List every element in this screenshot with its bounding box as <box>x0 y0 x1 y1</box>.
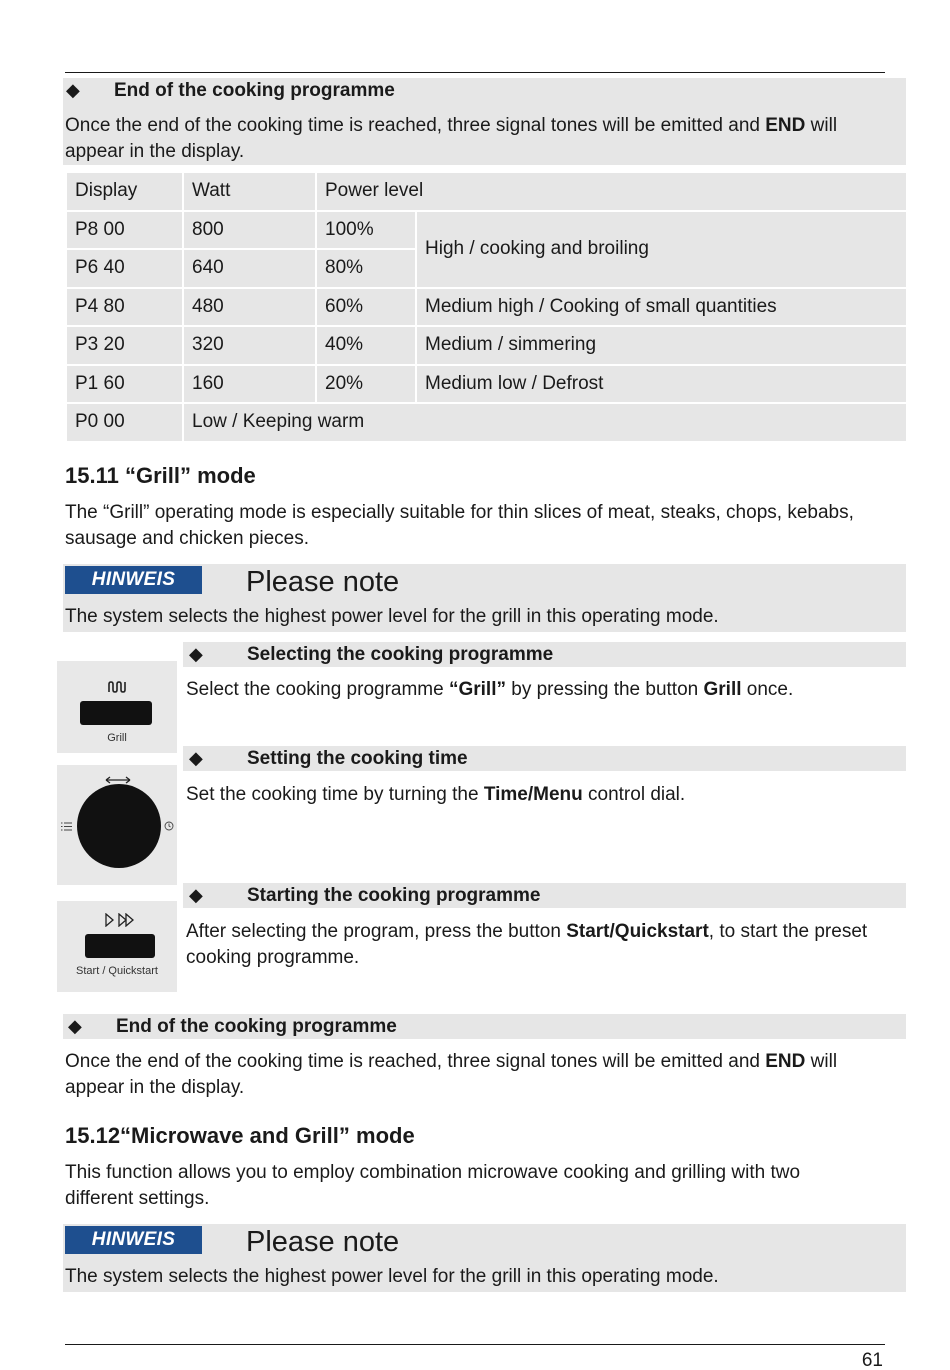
table-cell: 640 <box>183 249 316 288</box>
mw-grill-intro: This function allows you to employ combination microwave cooking and grilling with two different settings. <box>65 1162 801 1209</box>
grill-end-text-a: Once the end of the cooking time is reached, three signal tones will be emitted and <box>65 1051 766 1072</box>
note-text: The system selects the highest power level for the grill in this operating mode. <box>65 606 719 627</box>
note-text: The system selects the highest power level for the grill in this operating mode. <box>65 1266 719 1287</box>
hinweis-badge: HINWEIS <box>65 566 202 594</box>
step1-text-e: once. <box>741 679 794 700</box>
step3-text-a: After selecting the program, press the button <box>186 921 567 942</box>
step-selecting-heading-text: Selecting the cooking programme <box>247 644 554 665</box>
step-setting-time-text <box>186 782 901 808</box>
grill-icon <box>107 681 127 693</box>
start-button-panel <box>57 901 177 992</box>
table-cell: P6 40 <box>66 249 183 288</box>
menu-list-icon <box>61 822 72 831</box>
table-cell: Medium high / Cooking of small quantities <box>416 288 907 327</box>
power-level-table <box>65 171 908 443</box>
table-header-cell: Power level <box>316 172 907 211</box>
step-starting-heading <box>183 883 906 908</box>
table-cell: P3 20 <box>66 326 183 365</box>
step1-text-b: “Grill” <box>448 679 506 700</box>
table-row <box>66 403 907 442</box>
note-title: Please note <box>246 1226 400 1258</box>
step2-text-b: Time/Menu <box>483 784 583 805</box>
table-cell: Low / Keeping warm <box>183 403 907 442</box>
table-cell: 800 <box>183 211 316 250</box>
section-title-microwave-grill: 15.12“Microwave and Grill” mode <box>65 1123 415 1148</box>
time-menu-dial-panel <box>57 765 177 885</box>
note-title: Please note <box>246 566 400 598</box>
bottom-rule <box>65 1344 885 1345</box>
time-menu-dial[interactable] <box>77 784 161 868</box>
grill-button-label: Grill <box>107 732 127 744</box>
diamond-bullet-icon: ◆ <box>189 644 203 664</box>
grill-end-text-c: will appear in the display. <box>65 1051 838 1098</box>
table-cell: High / cooking and broiling <box>416 211 907 288</box>
start-button-label: Start / Quickstart <box>76 965 158 977</box>
grill-end-text <box>65 1049 900 1101</box>
diamond-bullet-icon: ◆ <box>68 1016 82 1036</box>
top-end-text <box>65 113 900 165</box>
start-quickstart-button[interactable] <box>85 934 155 958</box>
step-starting-heading-text: Starting the cooking programme <box>247 885 541 906</box>
grill-end-heading <box>63 1014 906 1039</box>
table-cell: 60% <box>316 288 416 327</box>
step-selecting-text <box>186 677 901 703</box>
grill-button[interactable] <box>80 701 152 725</box>
table-row <box>66 211 907 250</box>
table-row <box>66 365 907 404</box>
table-cell: 40% <box>316 326 416 365</box>
table-cell: 100% <box>316 211 416 250</box>
table-cell: 320 <box>183 326 316 365</box>
diamond-bullet-icon: ◆ <box>66 80 80 100</box>
step-starting-text <box>186 919 886 971</box>
top-end-heading <box>66 78 395 103</box>
table-cell: 20% <box>316 365 416 404</box>
top-end-text-a: Once the end of the cooking time is reached, three signal tones will be emitted and <box>65 115 766 136</box>
clock-icon <box>164 821 174 831</box>
grill-intro: The “Grill” operating mode is especially suitable for thin slices of meat, steaks, chops, kebabs, sausage and chicken pieces. <box>65 502 854 549</box>
grill-end-heading-text: End of the cooking programme <box>116 1016 397 1037</box>
top-end-heading-text: End of the cooking programme <box>114 80 395 101</box>
top-end-text-c: will appear in the display. <box>65 115 838 162</box>
play-fast-forward-icon <box>104 913 136 927</box>
step3-text-b: Start/Quickstart <box>566 921 709 942</box>
step-setting-time-heading-text: Setting the cooking time <box>247 748 468 769</box>
table-cell: 80% <box>316 249 416 288</box>
table-cell: P4 80 <box>66 288 183 327</box>
table-cell: Medium / simmering <box>416 326 907 365</box>
page-number: 61 <box>861 1350 883 1370</box>
grill-button-panel <box>57 661 177 753</box>
step3-text-c: , to start the preset cooking programme. <box>186 921 868 968</box>
table-cell: P0 00 <box>66 403 183 442</box>
section-title-grill: 15.11 “Grill” mode <box>65 463 256 488</box>
grill-end-text-b: END <box>765 1051 806 1072</box>
table-cell: Medium low / Defrost <box>416 365 907 404</box>
table-row <box>66 288 907 327</box>
step1-text-a: Select the cooking programme <box>186 679 449 700</box>
step2-text-c: control dial. <box>582 784 686 805</box>
table-header-cell: Watt <box>183 172 316 211</box>
hinweis-badge: HINWEIS <box>65 1226 202 1254</box>
step-selecting-heading <box>183 642 906 667</box>
step2-text-a: Set the cooking time by turning the <box>186 784 484 805</box>
table-cell: P8 00 <box>66 211 183 250</box>
table-header-row <box>66 172 907 211</box>
step1-text-c: by pressing the button <box>505 679 704 700</box>
table-cell: 480 <box>183 288 316 327</box>
top-rule <box>65 72 885 73</box>
table-row <box>66 326 907 365</box>
table-cell: P1 60 <box>66 365 183 404</box>
diamond-bullet-icon: ◆ <box>189 885 203 905</box>
step-setting-time-heading <box>183 746 906 771</box>
diamond-bullet-icon: ◆ <box>189 748 203 768</box>
step1-text-d: Grill <box>703 679 742 700</box>
table-cell: 160 <box>183 365 316 404</box>
top-end-text-b: END <box>765 115 806 136</box>
table-header-cell: Display <box>66 172 183 211</box>
